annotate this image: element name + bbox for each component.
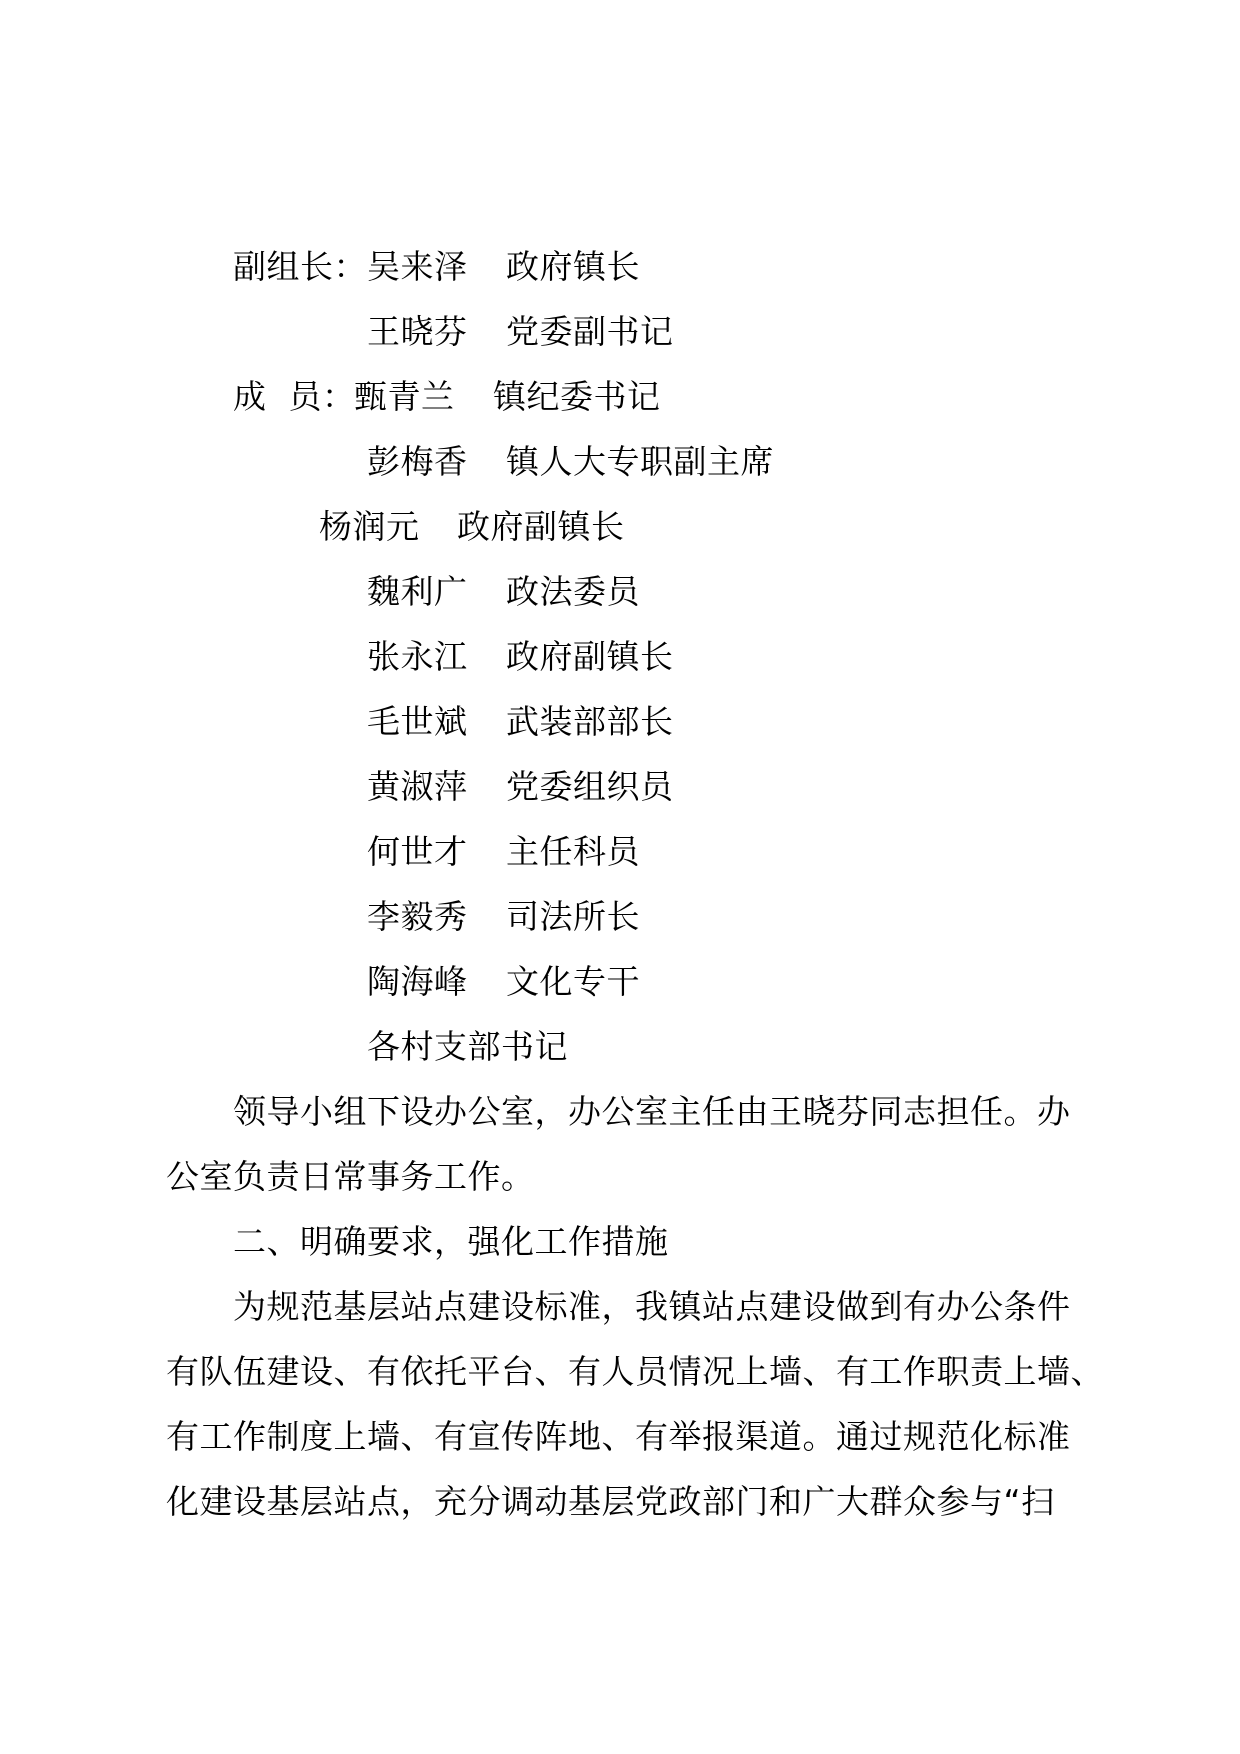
member-name: 李毅秀 xyxy=(367,897,468,936)
member-title: 镇人大专职副主席 xyxy=(506,442,774,481)
paragraph-line: 有队伍建设、有依托平台、有人员情况上墙、有工作职责上墙、 xyxy=(166,1352,1104,1391)
member-title: 主任科员 xyxy=(506,832,640,871)
standards-paragraph xyxy=(0,1274,1240,1534)
member-title: 司法所长 xyxy=(506,897,640,936)
member-name: 王晓芬 xyxy=(367,312,468,351)
paragraph-line: 有工作制度上墙、有宣传阵地、有举报渠道。通过规范化标准 xyxy=(166,1417,1071,1456)
member-name: 杨润元 xyxy=(319,507,420,546)
member-name: 陶海峰 xyxy=(367,962,468,1001)
member-name: 张永江 xyxy=(367,637,468,676)
member-role-label: 副组长： xyxy=(233,247,367,286)
member-row xyxy=(0,754,1240,819)
paragraph-line: 为规范基层站点建设标准，我镇站点建设做到有办公条件 xyxy=(233,1287,1071,1326)
member-row xyxy=(0,299,1240,364)
member-row xyxy=(0,494,1240,559)
member-role-label: 成 员： xyxy=(233,377,356,416)
member-row xyxy=(0,624,1240,689)
member-row xyxy=(0,364,1240,429)
member-row xyxy=(0,819,1240,884)
paragraph-line: 公室负责日常事务工作。 xyxy=(166,1157,535,1196)
member-name: 魏利广 xyxy=(367,572,468,611)
member-title: 政府副镇长 xyxy=(506,637,674,676)
member-name: 彭梅香 xyxy=(367,442,468,481)
member-row xyxy=(0,949,1240,1014)
member-name: 甄青兰 xyxy=(354,377,455,416)
member-name: 何世才 xyxy=(367,832,468,871)
member-name: 吴来泽 xyxy=(367,247,468,286)
member-title: 政府镇长 xyxy=(506,247,640,286)
member-title: 政府副镇长 xyxy=(457,507,625,546)
office-paragraph xyxy=(0,1079,1240,1209)
paragraph-line: 化建设基层站点，充分调动基层党政部门和广大群众参与“扫 xyxy=(166,1482,1055,1521)
member-title: 镇纪委书记 xyxy=(493,377,661,416)
member-name: 各村支部书记 xyxy=(367,1027,568,1066)
member-row xyxy=(0,429,1240,494)
member-name: 黄淑萍 xyxy=(367,767,468,806)
member-row xyxy=(0,689,1240,754)
member-title: 党委副书记 xyxy=(506,312,674,351)
member-title: 政法委员 xyxy=(506,572,640,611)
member-title: 文化专干 xyxy=(506,962,640,1001)
paragraph-line: 领导小组下设办公室，办公室主任由王晓芬同志担任。办 xyxy=(233,1092,1071,1131)
member-row xyxy=(0,559,1240,624)
member-name: 毛世斌 xyxy=(367,702,468,741)
leadership-list xyxy=(0,234,1240,1079)
document-body xyxy=(0,234,1240,1534)
member-title: 党委组织员 xyxy=(506,767,674,806)
member-row xyxy=(0,234,1240,299)
member-row xyxy=(0,1014,1240,1079)
section-heading: 二、明确要求，强化工作措施 xyxy=(233,1222,669,1261)
member-row xyxy=(0,884,1240,949)
member-title: 武装部部长 xyxy=(506,702,674,741)
